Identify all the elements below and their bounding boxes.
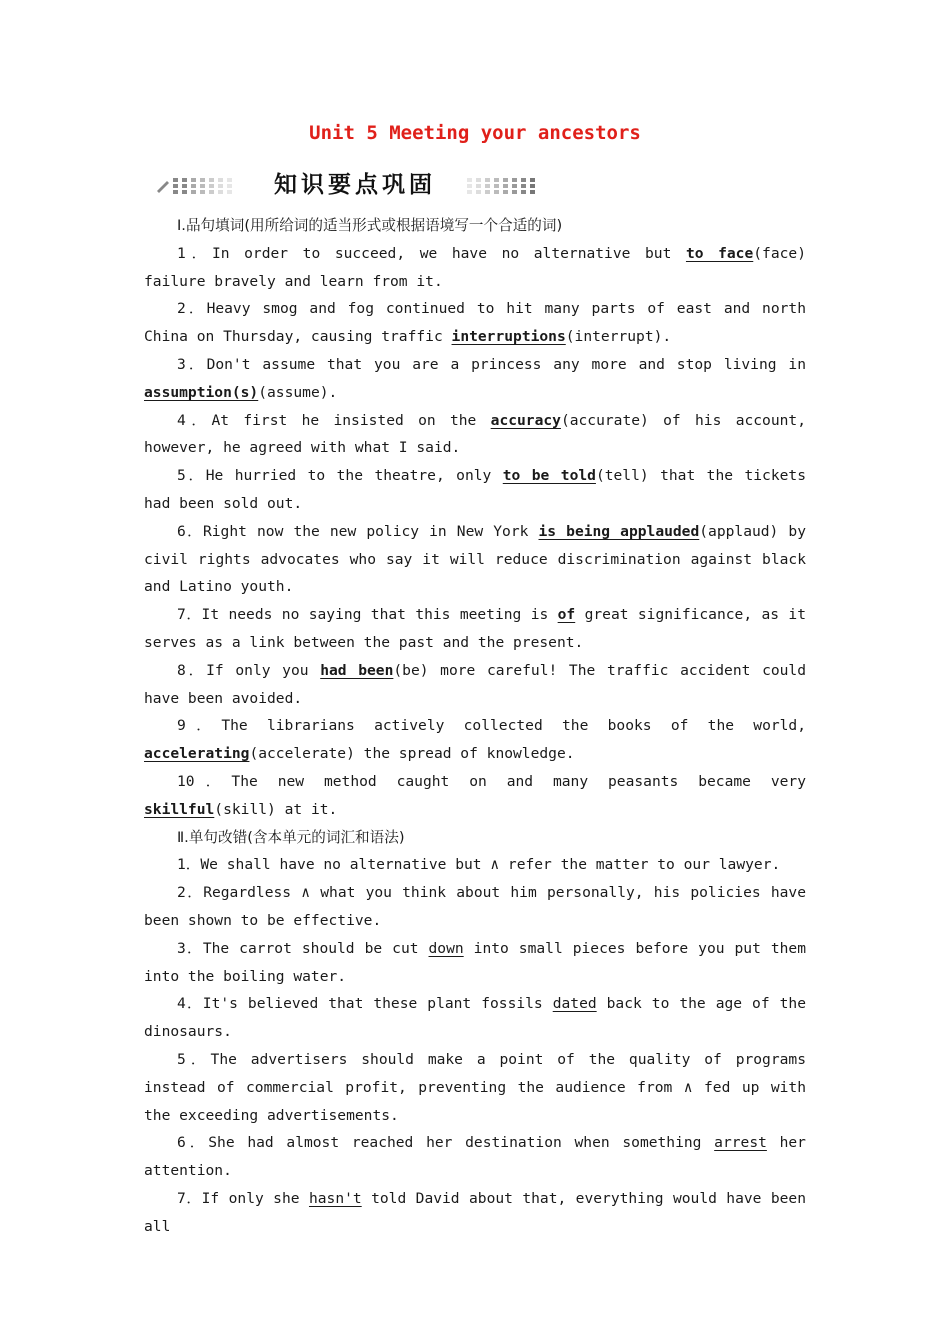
section2-item-6: [144, 1129, 806, 1185]
item-number: 5．: [177, 1050, 211, 1068]
item-text: If only she: [201, 1189, 309, 1207]
error-mark: hasn't: [308, 1189, 362, 1207]
item-text: into small pieces before you put them into the boiling water.: [144, 939, 807, 985]
item-number: 7．: [177, 606, 202, 624]
item-text: Heavy smog and fog continued to hit many parts of east and north China on Thursday, causing traffic: [144, 300, 806, 346]
answer-blank: of: [557, 606, 576, 624]
answer-blank: accuracy: [490, 411, 561, 429]
banner-left-dots: [155, 176, 247, 194]
item-text: He hurried to the theatre, only: [205, 467, 503, 485]
item-text: It needs no saying that this meeting is: [201, 606, 558, 624]
answer-blank: skillful: [144, 800, 215, 818]
item-number: 6．: [177, 522, 203, 540]
item-text: (interrupt).: [565, 328, 672, 346]
banner-right-dots: [467, 176, 547, 194]
section1-item-6: [144, 518, 806, 601]
item-text: The librarians actively collected the books of the world,: [221, 717, 806, 735]
section2-item-3: [144, 935, 806, 991]
section1-item-9: [144, 712, 806, 768]
answer-blank: assumption(s): [144, 383, 259, 401]
item-text: (applaud) by civil rights advocates who say it will reduce discrimination against black and Latino youth.: [144, 522, 807, 596]
section2-item-4: [144, 990, 806, 1046]
section2-item-7: [144, 1185, 806, 1241]
item-text: back to the age of the dinosaurs.: [144, 995, 806, 1041]
item-number: 2．: [177, 884, 204, 902]
section1-item-8: [144, 657, 806, 713]
answer-blank: interruptions: [451, 328, 566, 346]
error-mark: down: [428, 939, 464, 957]
item-text: (accelerate) the spread of knowledge.: [249, 745, 575, 763]
item-text: The new method caught on and many peasants became very: [231, 772, 806, 790]
item-text: In order to succeed, we have no alternative but: [211, 244, 686, 262]
item-text: If only you: [206, 661, 321, 679]
item-text: (tell) that the tickets had been sold out.: [144, 467, 806, 512]
answer-blank: had been: [320, 661, 394, 679]
section2-items: [144, 851, 806, 1240]
item-text: (skill) at it.: [214, 800, 338, 818]
section2-item-1: [144, 851, 806, 879]
item-text: (face) failure bravely and learn from it.: [144, 244, 806, 290]
item-text: The advertisers should make a point of the quality of programs instead of commercial profit, preventing the audience from ∧ fed up with the exceeding advertisements.: [144, 1050, 806, 1124]
item-number: 5．: [177, 467, 206, 485]
item-number: 8．: [177, 661, 207, 679]
section2-heading: Ⅱ.单句改错(含本单元的词汇和语法): [177, 828, 405, 846]
section1-item-7: [144, 601, 806, 657]
section2-item-5: [144, 1046, 806, 1129]
item-number: 4．: [177, 411, 212, 429]
item-text: (assume).: [258, 383, 338, 401]
section2-item-2: [144, 879, 806, 935]
item-number: 1．: [177, 856, 201, 874]
answer-blank: is being applauded: [538, 522, 700, 540]
answer-blank: to face: [685, 244, 754, 262]
item-number: 4．: [177, 995, 203, 1013]
error-mark: dated: [552, 995, 597, 1013]
section1-item-5: [144, 462, 806, 518]
item-number: 6．: [177, 1134, 209, 1152]
item-text: She had almost reached her destination when something: [208, 1134, 715, 1152]
section-banner: [155, 168, 545, 202]
item-number: 10．: [177, 772, 232, 790]
item-text: her attention.: [144, 1134, 806, 1180]
item-text: told David about that, everything would have been all: [144, 1189, 807, 1235]
section1-item-3: [144, 351, 806, 407]
section1-heading: Ⅰ.品句填词(用所给词的适当形式或根据语境写一个合适的词): [177, 217, 563, 234]
section1-item-1: [144, 240, 806, 296]
section1-item-10: [144, 768, 806, 824]
item-number: 7．: [177, 1189, 202, 1207]
document-body: [144, 212, 806, 1240]
item-number: 9．: [177, 717, 222, 735]
item-text: We shall have no alternative but ∧ refer the matter to our lawyer.: [200, 856, 781, 874]
item-text: At first he insisted on the: [211, 411, 491, 429]
item-number: 1．: [177, 244, 212, 262]
item-text: The carrot should be cut: [202, 939, 429, 957]
error-mark: arrest: [714, 1134, 767, 1152]
section1-item-4: [144, 407, 806, 463]
item-number: 3．: [177, 939, 203, 957]
page-title: Unit 5 Meeting your ancestors: [309, 122, 641, 144]
banner-title: 知识要点巩固: [274, 172, 436, 198]
section1-item-2: [144, 295, 806, 351]
item-number: 3．: [177, 355, 207, 373]
item-text: (be) more careful! The traffic accident could have been avoided.: [144, 661, 806, 707]
item-text: Regardless ∧ what you think about him personally, his policies have been shown to be effective.: [144, 884, 806, 929]
answer-blank: to be told: [502, 467, 596, 485]
item-text: Right now the new policy in New York: [202, 522, 539, 540]
item-text: (accurate) of his account, however, he agreed with what I said.: [144, 411, 806, 457]
answer-blank: accelerating: [144, 745, 250, 763]
item-text: great significance, as it serves as a link between the past and the present.: [144, 606, 806, 651]
item-text: Don't assume that you are a princess any more and stop living in: [206, 355, 806, 373]
section1-items: [144, 240, 806, 824]
item-number: 2．: [177, 300, 207, 318]
item-text: It's believed that these plant fossils: [202, 995, 553, 1013]
